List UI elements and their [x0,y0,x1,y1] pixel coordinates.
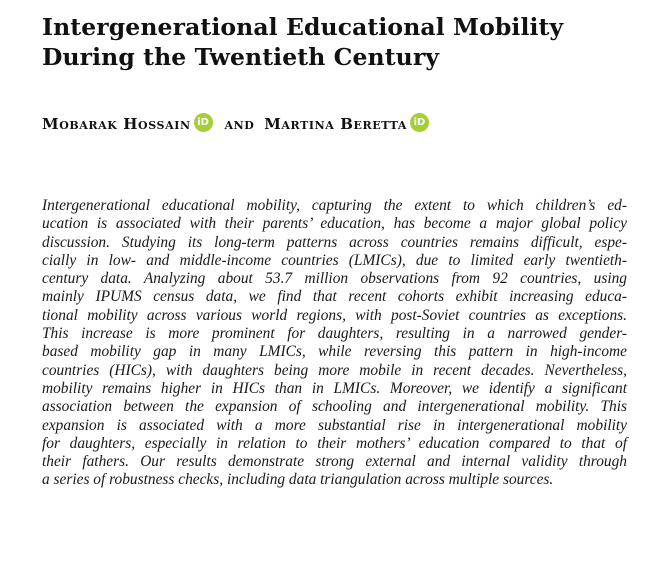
abstract-line: This increase is more prominent for daughters, resulting in a narrowed gender- [42,325,627,343]
abstract-line: based mobility gap in many LMICs, while reversing this pattern in high-income [42,343,627,361]
orcid-icon[interactable]: iD [194,113,213,132]
author-name: Martina Beretta [264,115,407,133]
abstract-line: ucation is associated with their parents’ education, has become a major global policy [42,215,627,233]
paper-title [42,12,632,72]
abstract-line: tional mobility across various world regions, with post-Soviet countries as exceptions. [42,306,627,324]
author-conjunction: and [224,115,255,133]
author-hossain [42,113,213,134]
abstract-line: for daughters, especially in relation to their mothers’ education compared to that of [42,434,627,452]
abstract-line: countries (HICs), with daughters being more mobile in recent decades. Nevertheless, [42,361,627,379]
title-line-2: During the Twentieth Century [42,43,440,71]
abstract-line: cially in low- and middle-income countries (LMICs), due to limited early twentieth- [42,251,627,269]
title-line-1: Intergenerational Educational Mobility [42,13,564,41]
author-name: Mobarak Hossain [42,115,191,133]
abstract-line: expansion is associated with a more substantial rise in intergenerational mobility [42,416,627,434]
abstract-line: Intergenerational educational mobility, capturing the extent to which children’s ed- [42,197,627,214]
abstract-line: association between the expansion of schooling and intergenerational mobility. This [42,398,627,416]
orcid-icon[interactable]: iD [410,113,429,132]
author-list [42,113,429,134]
abstract-line: mobility remains higher in HICs than in LMICs. Moreover, we identify a significant [42,379,627,397]
abstract-line: discussion. Studying its long-term patterns across countries remains difficult, espe- [42,233,627,251]
author-beretta [264,113,429,134]
abstract [42,197,627,490]
abstract-line: century data. Analyzing about 53.7 million observations from 92 countries, using [42,270,627,288]
abstract-line: their fathers. Our results demonstrate strong external and internal validity through [42,453,627,471]
abstract-line: mainly IPUMS census data, we find that recent cohorts exhibit increasing educa- [42,288,627,306]
abstract-line: a series of robustness checks, including data triangulation across multiple sources. [42,471,554,489]
